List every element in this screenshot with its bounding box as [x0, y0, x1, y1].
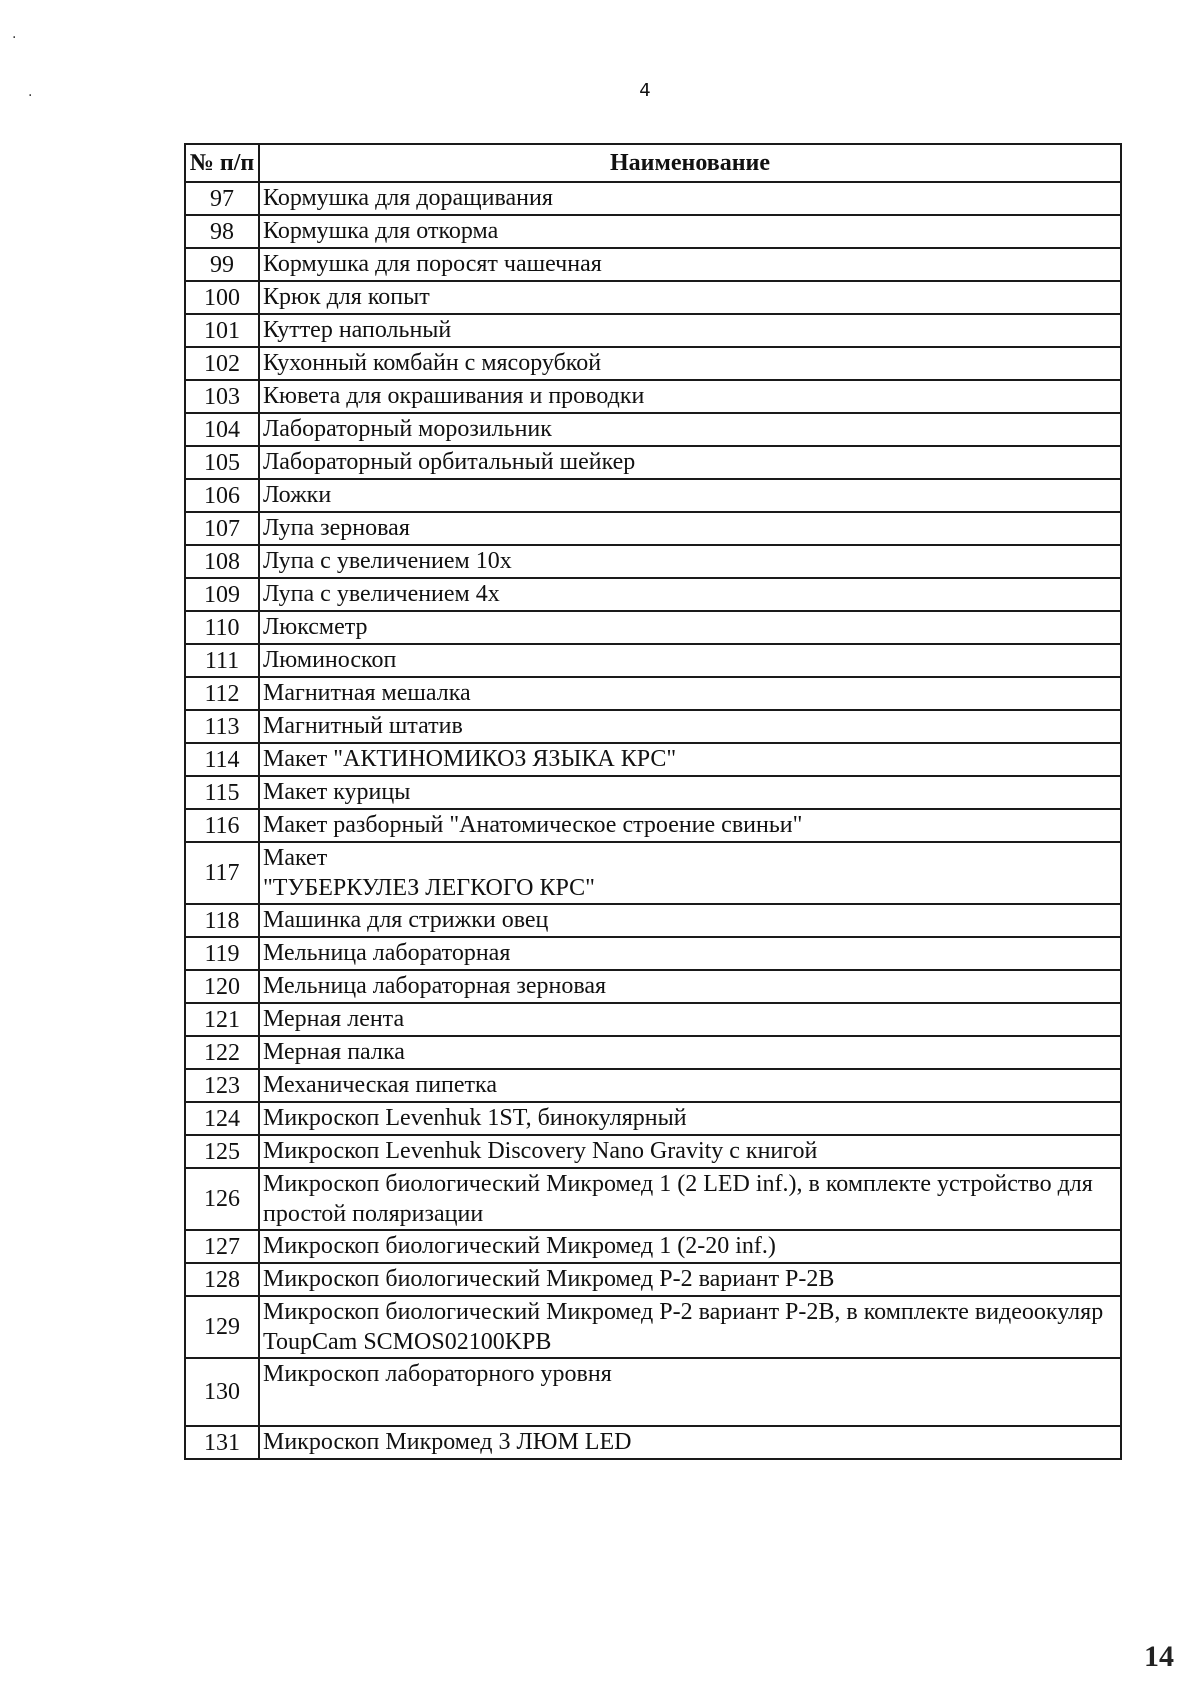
row-number: 114 [185, 743, 259, 776]
table-row [185, 937, 1121, 970]
row-number: 109 [185, 578, 259, 611]
row-number: 102 [185, 347, 259, 380]
row-number: 127 [185, 1230, 259, 1263]
row-number: 99 [185, 248, 259, 281]
row-name: Микроскоп Levenhuk 1ST, бинокулярный [259, 1102, 1121, 1135]
row-number: 100 [185, 281, 259, 314]
table-row [185, 1263, 1121, 1296]
table-row [185, 776, 1121, 809]
row-name: Макет "АКТИНОМИКОЗ ЯЗЫКА КРС" [259, 743, 1121, 776]
row-number: 122 [185, 1036, 259, 1069]
row-number: 101 [185, 314, 259, 347]
row-number: 98 [185, 215, 259, 248]
row-name: Люминоскоп [259, 644, 1121, 677]
row-number: 116 [185, 809, 259, 842]
row-number: 117 [185, 842, 259, 904]
row-name: Магнитная мешалка [259, 677, 1121, 710]
table-body [185, 182, 1121, 1459]
scan-speck: · [28, 88, 33, 104]
table-row [185, 904, 1121, 937]
row-name: Люксметр [259, 611, 1121, 644]
row-number: 113 [185, 710, 259, 743]
table-row [185, 248, 1121, 281]
row-name: Микроскоп Микромед 3 ЛЮМ LED [259, 1426, 1121, 1459]
row-name: Микроскоп Levenhuk Discovery Nano Gravity с книгой [259, 1135, 1121, 1168]
row-name: Макет "ТУБЕРКУЛЕЗ ЛЕГКОГО КРС" [259, 842, 1121, 904]
table-row [185, 611, 1121, 644]
table-row [185, 1036, 1121, 1069]
row-number: 104 [185, 413, 259, 446]
table-row [185, 970, 1121, 1003]
row-name: Кормушка для откорма [259, 215, 1121, 248]
row-name: Лабораторный орбитальный шейкер [259, 446, 1121, 479]
row-number: 124 [185, 1102, 259, 1135]
table-row [185, 743, 1121, 776]
table-row [185, 215, 1121, 248]
row-number: 103 [185, 380, 259, 413]
column-header-number: № п/п [185, 144, 259, 182]
row-number: 112 [185, 677, 259, 710]
table-row [185, 413, 1121, 446]
table-row [185, 1230, 1121, 1263]
table-row [185, 1069, 1121, 1102]
table-row [185, 512, 1121, 545]
table-row [185, 1168, 1121, 1230]
row-number: 118 [185, 904, 259, 937]
table-row [185, 1135, 1121, 1168]
row-name: Кормушка для поросят чашечная [259, 248, 1121, 281]
table-row [185, 578, 1121, 611]
row-name: Кювета для окрашивания и проводки [259, 380, 1121, 413]
row-number: 111 [185, 644, 259, 677]
row-name: Мельница лабораторная [259, 937, 1121, 970]
row-name: Машинка для стрижки овец [259, 904, 1121, 937]
row-name: Микроскоп лабораторного уровня [259, 1358, 1121, 1426]
row-name: Мерная палка [259, 1036, 1121, 1069]
row-name: Крюк для копыт [259, 281, 1121, 314]
row-number: 121 [185, 1003, 259, 1036]
row-name: Кормушка для доращивания [259, 182, 1121, 215]
row-number: 97 [185, 182, 259, 215]
row-number: 125 [185, 1135, 259, 1168]
row-name: Лупа с увеличением 10х [259, 545, 1121, 578]
row-name: Микроскоп биологический Микромед 1 (2 LED inf.), в комплекте устройство для простой поляризации [259, 1168, 1121, 1230]
table-row [185, 1426, 1121, 1459]
row-number: 106 [185, 479, 259, 512]
table-row [185, 1102, 1121, 1135]
row-name: Магнитный штатив [259, 710, 1121, 743]
table-row [185, 479, 1121, 512]
row-number: 130 [185, 1358, 259, 1426]
row-number: 119 [185, 937, 259, 970]
row-name: Лупа с увеличением 4х [259, 578, 1121, 611]
page-number: 4 [639, 80, 651, 101]
table-row [185, 281, 1121, 314]
row-number: 107 [185, 512, 259, 545]
table-row [185, 710, 1121, 743]
row-name: Мельница лабораторная зерновая [259, 970, 1121, 1003]
table-row [185, 182, 1121, 215]
handwritten-sheet-number: 14 [1144, 1640, 1174, 1673]
table-header-row [185, 144, 1121, 182]
row-number: 129 [185, 1296, 259, 1358]
table-row [185, 1358, 1121, 1426]
row-number: 128 [185, 1263, 259, 1296]
table-row [185, 1003, 1121, 1036]
table-row [185, 809, 1121, 842]
table-row [185, 446, 1121, 479]
table-row [185, 644, 1121, 677]
column-header-name: Наименование [259, 144, 1121, 182]
row-name: Кухонный комбайн с мясорубкой [259, 347, 1121, 380]
row-number: 110 [185, 611, 259, 644]
row-name: Лабораторный морозильник [259, 413, 1121, 446]
table-row [185, 677, 1121, 710]
row-number: 105 [185, 446, 259, 479]
equipment-table [184, 143, 1122, 1460]
row-number: 115 [185, 776, 259, 809]
row-number: 120 [185, 970, 259, 1003]
row-number: 126 [185, 1168, 259, 1230]
table-row [185, 842, 1121, 904]
row-name: Лупа зерновая [259, 512, 1121, 545]
row-name: Микроскоп биологический Микромед 1 (2-20 inf.) [259, 1230, 1121, 1263]
row-name: Микроскоп биологический Микромед Р-2 вариант Р-2В, в комплекте видеоокуляр ToupCam SCMOS02100KPB [259, 1296, 1121, 1358]
row-name: Куттер напольный [259, 314, 1121, 347]
row-name: Механическая пипетка [259, 1069, 1121, 1102]
row-name: Макет курицы [259, 776, 1121, 809]
table-row [185, 380, 1121, 413]
row-name: Мерная лента [259, 1003, 1121, 1036]
row-name: Ложки [259, 479, 1121, 512]
table-row [185, 1296, 1121, 1358]
row-number: 123 [185, 1069, 259, 1102]
table-row [185, 314, 1121, 347]
table-row [185, 545, 1121, 578]
row-number: 131 [185, 1426, 259, 1459]
scan-speck: · [12, 30, 17, 46]
row-number: 108 [185, 545, 259, 578]
row-name: Макет разборный "Анатомическое строение свиньи" [259, 809, 1121, 842]
row-name: Микроскоп биологический Микромед Р-2 вариант Р-2В [259, 1263, 1121, 1296]
table-row [185, 347, 1121, 380]
